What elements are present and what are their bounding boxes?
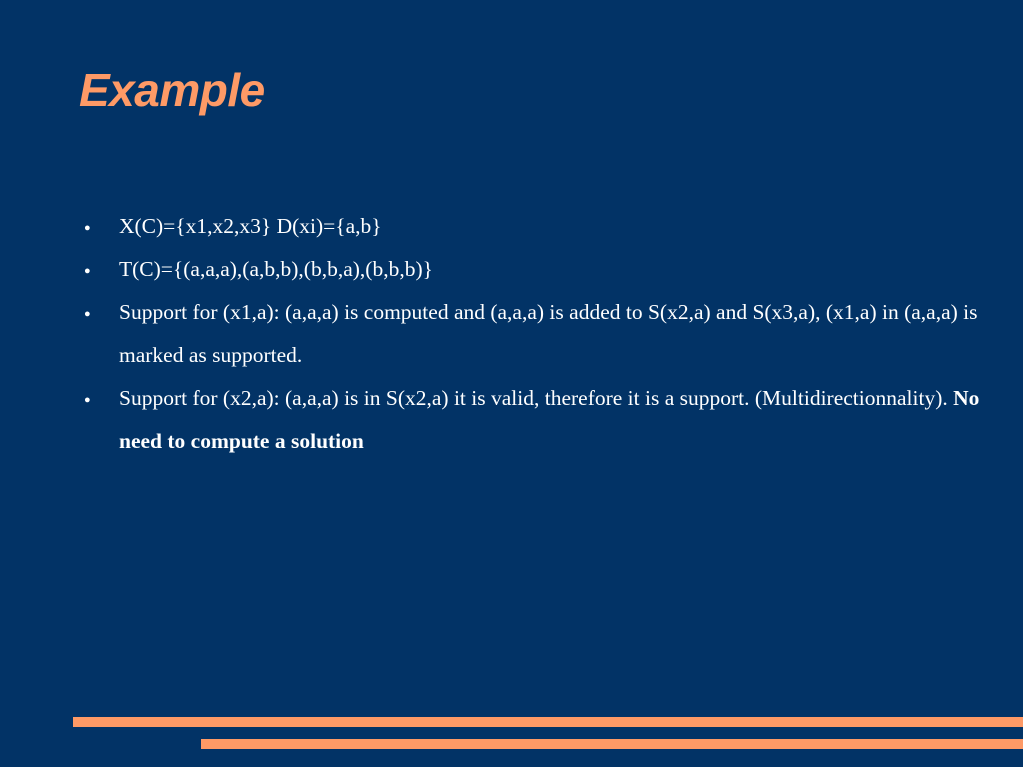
bullet-dot-icon: ● — [84, 265, 91, 277]
bullet-item-1 — [84, 205, 984, 248]
bullet-item-3 — [84, 291, 984, 377]
bullet-item-4 — [84, 377, 984, 463]
accent-bar-bottom — [201, 739, 1023, 749]
slide-title: Example — [79, 64, 265, 116]
bullet-text: X(C)={x1,x2,x3} D(xi)={a,b} — [119, 214, 382, 238]
bullet-text: T(C)={(a,a,a),(a,b,b),(b,b,a),(b,b,b)} — [119, 257, 433, 281]
bullet-dot-icon: ● — [84, 308, 91, 320]
bullet-list — [84, 205, 984, 463]
bullet-dot-icon: ● — [84, 222, 91, 234]
bullet-item-2 — [84, 248, 984, 291]
bullet-dot-icon: ● — [84, 394, 91, 406]
accent-bar-top — [73, 717, 1023, 727]
bullet-text: Support for (x2,a): (a,a,a) is in S(x2,a) it is valid, therefore it is a support. (Multidirectionnality). — [119, 386, 954, 410]
bullet-bold-text: No need to compute a solution — [119, 386, 980, 453]
bullet-text: Support for (x1,a): (a,a,a) is computed and (a,a,a) is added to S(x2,a) and S(x3,a), (x1,a) in (a,a,a) is marked as supported. — [119, 300, 978, 367]
